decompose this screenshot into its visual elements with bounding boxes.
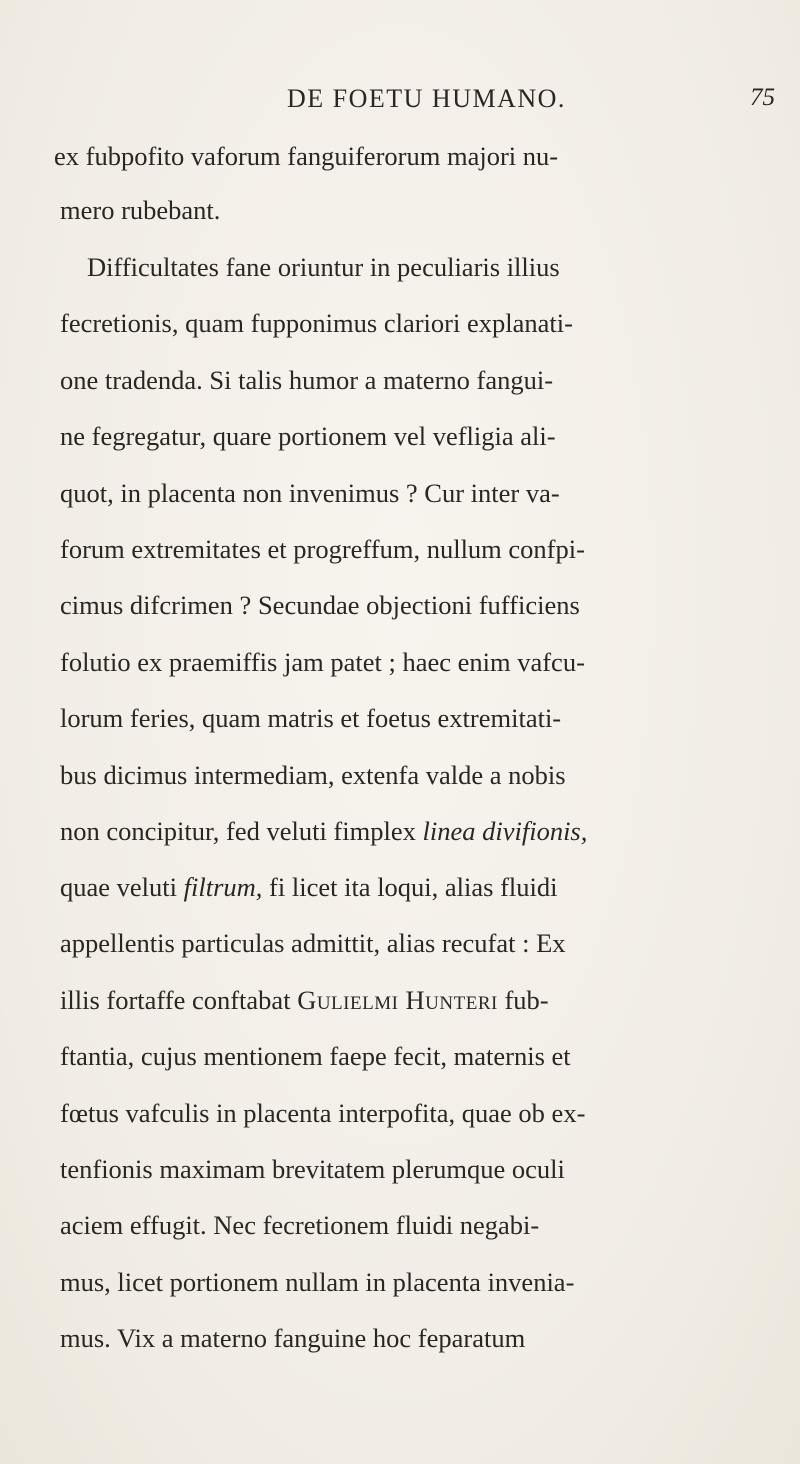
text-line-16	[60, 987, 549, 1014]
text-line-9: cimus difcrimen ? Secundae objectioni fufficiens	[60, 590, 580, 620]
text-line-8: forum extremitates et progreffum, nullum confpi-	[60, 534, 585, 564]
text-line-11: lorum feries, quam matris et foetus extremitati-	[60, 703, 562, 733]
text-line-7: quot, in placenta non invenimus ? Cur inter va-	[60, 478, 560, 508]
text-line-19: tenfionis maximam brevitatem plerumque oculi	[60, 1154, 565, 1184]
text-line-14	[60, 874, 558, 901]
text-line-10: folutio ex praemiffis jam patet ; haec enim vafcu-	[60, 647, 585, 677]
text-line-18: fœtus vafculis in placenta interpofita, quae ob ex-	[60, 1098, 586, 1128]
running-title: DE FOETU HUMANO.	[287, 84, 566, 113]
page-number: 75	[750, 84, 775, 111]
text-segment: fi licet ita loqui, alias fluidi	[269, 872, 558, 902]
text-segment: fub-	[504, 985, 549, 1015]
text-line-3: Difficultates fane oriuntur in peculiaris illius	[87, 252, 560, 282]
text-line-4: fecretionis, quam fupponimus clariori explanati-	[60, 308, 573, 338]
text-line-12: bus dicimus intermediam, extenfa valde a nobis	[60, 760, 566, 790]
text-line-20: aciem effugit. Nec fecretionem fluidi negabi-	[60, 1210, 540, 1240]
italic-phrase: filtrum,	[183, 872, 263, 902]
author-name: Gulielmi Hunteri	[297, 985, 498, 1015]
text-segment: quae veluti	[60, 872, 177, 902]
text-segment: non concipitur, fed veluti fimplex	[60, 816, 416, 846]
text-segment: illis fortaffe conftabat	[60, 985, 291, 1015]
text-line-15: appellentis particulas admittit, alias recufat : Ex	[60, 928, 566, 958]
text-line-6: ne fegregatur, quare portionem vel vefligia ali-	[60, 421, 556, 451]
running-head	[0, 84, 800, 124]
text-line-2: mero rubebant.	[60, 195, 221, 225]
text-line-13	[60, 818, 587, 845]
text-line-5: one tradenda. Si talis humor a materno fangui-	[60, 365, 554, 395]
text-line-22: mus. Vix a materno fanguine hoc feparatum	[60, 1323, 526, 1353]
text-line-17: ftantia, cujus mentionem faepe fecit, maternis et	[60, 1041, 571, 1071]
text-line-1: ex fubpofito vaforum fanguiferorum majori nu-	[54, 141, 559, 171]
text-line-21: mus, licet portionem nullam in placenta invenia-	[60, 1267, 575, 1297]
italic-phrase: linea divifionis,	[422, 816, 588, 846]
